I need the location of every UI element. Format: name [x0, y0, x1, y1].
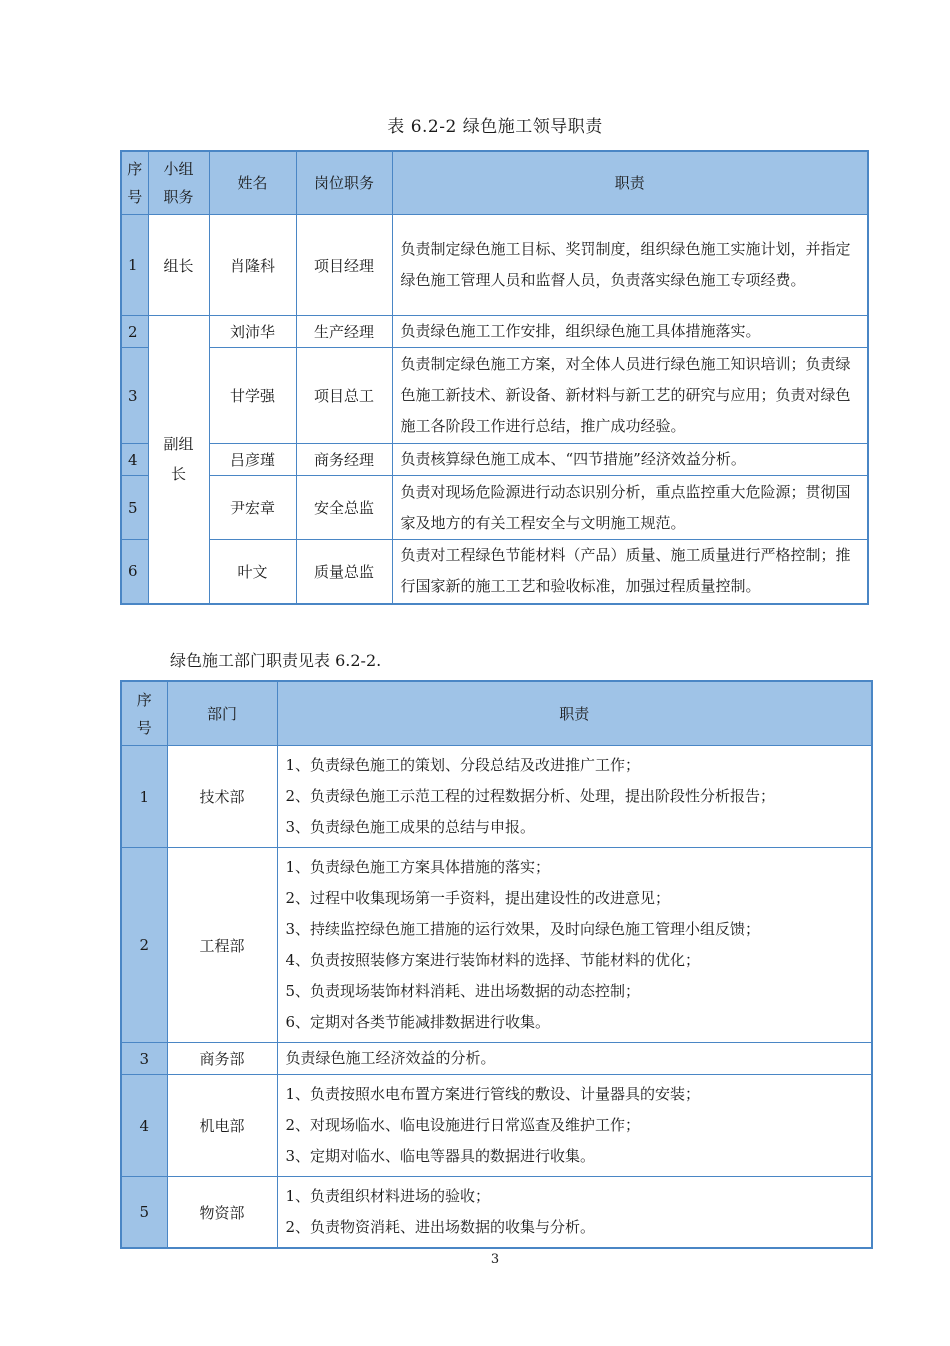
row-index: 3: [121, 1043, 167, 1075]
duty-line: 5、负责现场装饰材料消耗、进出场数据的动态控制；: [285, 982, 641, 1000]
name-cell: 刘沛华: [209, 316, 296, 348]
duty-cell: [277, 1075, 872, 1177]
position-cell: 项目总工: [296, 348, 392, 444]
duty-line: 1、负责绿色施工方案具体措施的落实；: [285, 858, 551, 876]
duty-cell: [277, 1177, 872, 1249]
position-cell: 商务经理: [296, 444, 392, 476]
duty-cell: 负责对工程绿色节能材料（产品）质量、施工质量进行严格控制；推行国家新的施工工艺和验收标准，加强过程质量控制。: [392, 540, 868, 604]
header-dept: 部门: [167, 681, 277, 746]
table-row: [121, 540, 868, 604]
duty-cell: 负责绿色施工工作安排，组织绿色施工具体措施落实。: [392, 316, 868, 348]
group-role-cell: 副组 长: [148, 316, 209, 604]
duty-line: 2、负责绿色施工示范工程的过程数据分析、处理，提出阶段性分析报告；: [285, 787, 776, 805]
header-duty: 职责: [277, 681, 872, 746]
header-position: 岗位职务: [296, 151, 392, 215]
table-row: [121, 476, 868, 540]
header-index: 序 号: [121, 151, 148, 215]
name-cell: 肖隆科: [209, 215, 296, 316]
table2-caption: 绿色施工部门职责见表 6.2-2.: [170, 651, 382, 670]
row-index: 2: [121, 848, 167, 1043]
table2-header-row: [121, 681, 872, 746]
table-row: [121, 348, 868, 444]
table-row: [121, 1075, 872, 1177]
row-index: 4: [121, 1075, 167, 1177]
duty-line: 6、定期对各类节能减排数据进行收集。: [285, 1013, 551, 1031]
header-index: 序 号: [121, 681, 167, 746]
duty-line: 1、负责组织材料进场的验收；: [285, 1187, 491, 1205]
duty-cell: [277, 848, 872, 1043]
name-cell: 甘学强: [209, 348, 296, 444]
table-row: [121, 444, 868, 476]
name-cell: 叶文: [209, 540, 296, 604]
group-role-cell: 组长: [148, 215, 209, 316]
department-duties-table: [120, 680, 873, 1249]
duty-cell: [277, 746, 872, 848]
header-group-role: 小组 职务: [148, 151, 209, 215]
row-index: 1: [121, 746, 167, 848]
dept-cell: 技术部: [167, 746, 277, 848]
duty-line: 3、持续监控绿色施工措施的运行效果，及时向绿色施工管理小组反馈；: [285, 920, 761, 938]
duty-line: 2、过程中收集现场第一手资料，提出建设性的改进意见；: [285, 889, 671, 907]
leadership-duties-table: [120, 150, 869, 605]
duty-cell: 负责核算绿色施工成本、“四节措施”经济效益分析。: [392, 444, 868, 476]
duty-line: 2、对现场临水、临电设施进行日常巡查及维护工作；: [285, 1116, 641, 1134]
table1-header-row: [121, 151, 868, 215]
page-number: 3: [490, 1252, 500, 1267]
table1-title: 表 6.2-2 绿色施工领导职责: [387, 117, 603, 137]
dept-cell: 机电部: [167, 1075, 277, 1177]
table-row: [121, 1177, 872, 1249]
duty-cell: 负责制定绿色施工方案，对全体人员进行绿色施工知识培训；负责绿色施工新技术、新设备、新材料与新工艺的研究与应用；负责对绿色施工各阶段工作进行总结，推广成功经验。: [392, 348, 868, 444]
table-row: [121, 746, 872, 848]
duty-line: 2、负责物资消耗、进出场数据的收集与分析。: [285, 1218, 596, 1236]
row-index: 1: [121, 215, 148, 316]
position-cell: 质量总监: [296, 540, 392, 604]
row-index: 5: [121, 1177, 167, 1249]
position-cell: 生产经理: [296, 316, 392, 348]
header-name: 姓名: [209, 151, 296, 215]
name-cell: 吕彦瑾: [209, 444, 296, 476]
row-index: 4: [121, 444, 148, 476]
duty-line: 1、负责绿色施工的策划、分段总结及改进推广工作；: [285, 756, 641, 774]
duty-line: 3、负责绿色施工成果的总结与申报。: [285, 818, 536, 836]
duty-line: 3、定期对临水、临电等器具的数据进行收集。: [285, 1147, 596, 1165]
table-row: [121, 1043, 872, 1075]
table-row: [121, 215, 868, 316]
row-index: 2: [121, 316, 148, 348]
duty-cell: [277, 1043, 872, 1075]
row-index: 5: [121, 476, 148, 540]
dept-cell: 工程部: [167, 848, 277, 1043]
dept-cell: 商务部: [167, 1043, 277, 1075]
row-index: 3: [121, 348, 148, 444]
row-index: 6: [121, 540, 148, 604]
table-row: [121, 848, 872, 1043]
duty-line: 4、负责按照装修方案进行装饰材料的选择、节能材料的优化；: [285, 951, 701, 969]
name-cell: 尹宏章: [209, 476, 296, 540]
table-row: [121, 316, 868, 348]
duty-line: 负责绿色施工经济效益的分析。: [285, 1049, 496, 1067]
header-duty: 职责: [392, 151, 868, 215]
duty-cell: 负责对现场危险源进行动态识别分析，重点监控重大危险源；贯彻国家及地方的有关工程安全与文明施工规范。: [392, 476, 868, 540]
duty-cell: 负责制定绿色施工目标、奖罚制度，组织绿色施工实施计划，并指定绿色施工管理人员和监督人员，负责落实绿色施工专项经费。: [392, 215, 868, 316]
position-cell: 项目经理: [296, 215, 392, 316]
position-cell: 安全总监: [296, 476, 392, 540]
duty-line: 1、负责按照水电布置方案进行管线的敷设、计量器具的安装；: [285, 1085, 701, 1103]
dept-cell: 物资部: [167, 1177, 277, 1249]
